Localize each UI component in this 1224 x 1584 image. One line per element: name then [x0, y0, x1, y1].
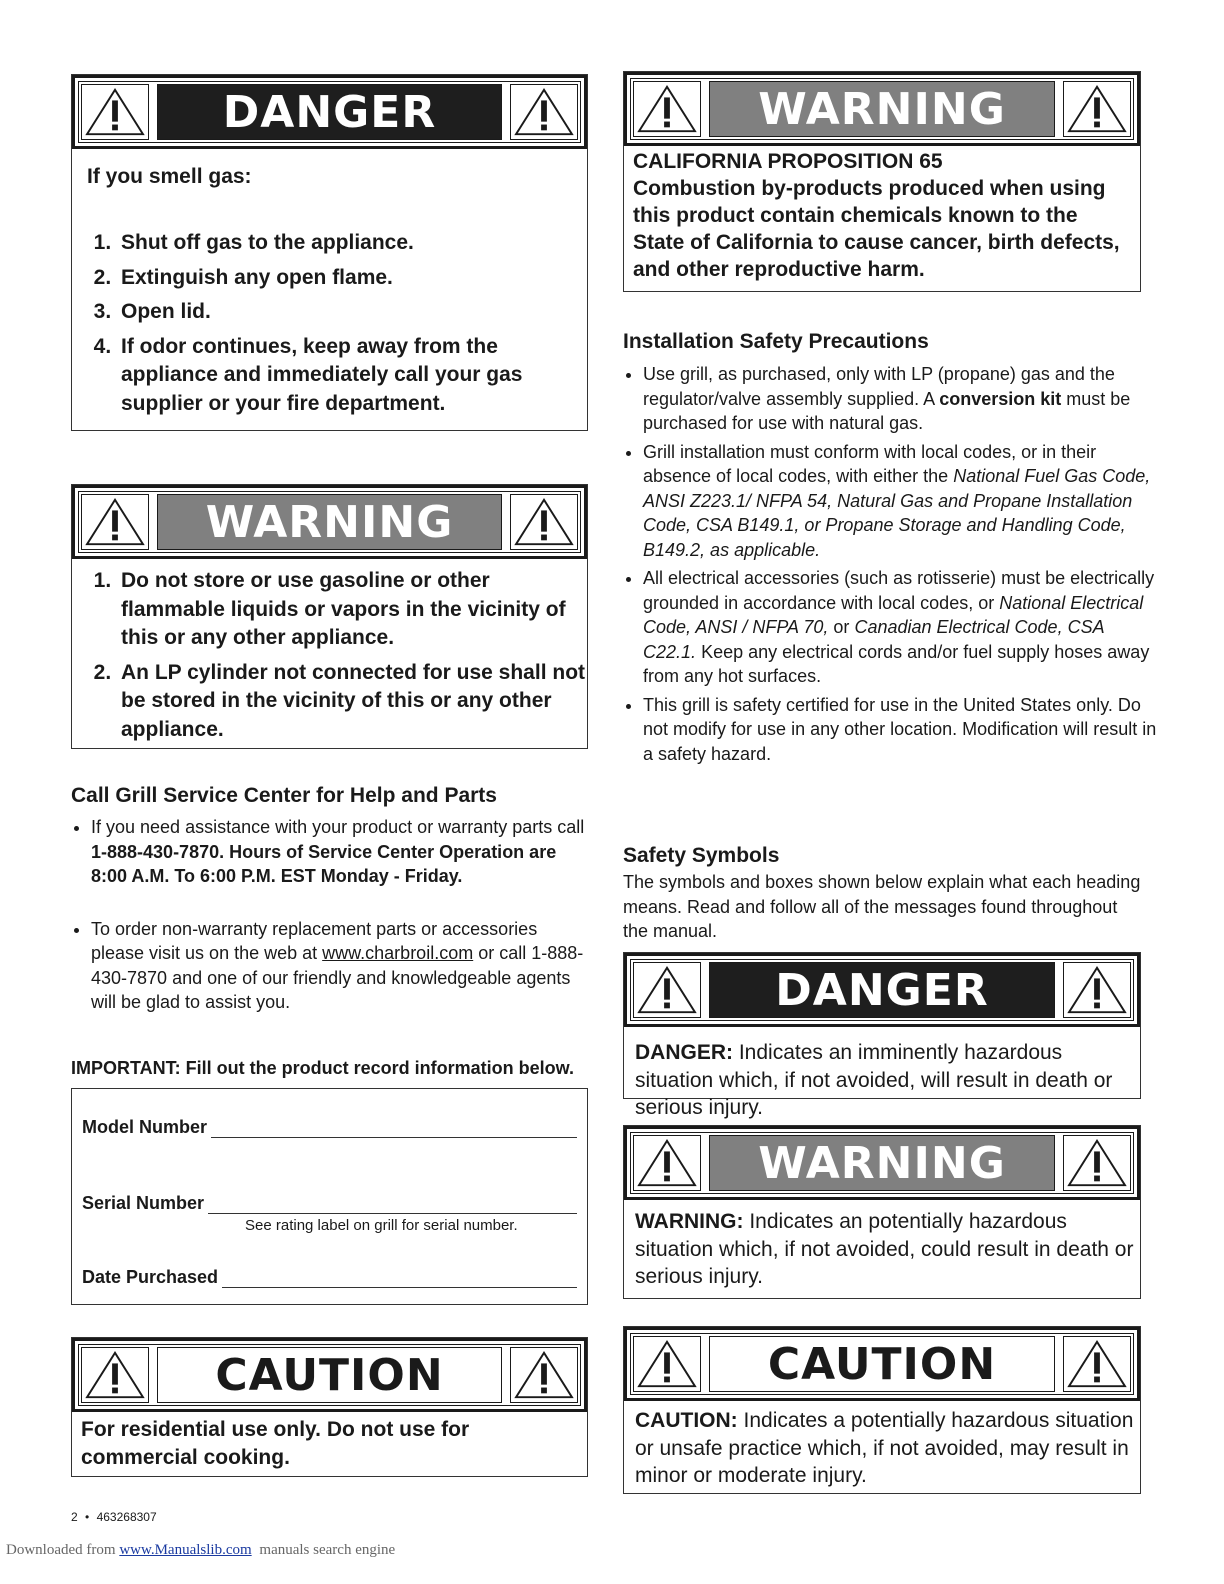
install-text: must be purchased for use with natural gas. — [643, 388, 1131, 433]
list-item — [643, 566, 1158, 689]
date-purchased-field[interactable] — [222, 1267, 577, 1288]
prop65-warning-box — [623, 71, 1141, 292]
page-num: 2 — [71, 1510, 78, 1524]
signal-word: CAUTION — [709, 1336, 1055, 1392]
install-codes: Canadian Electrical Code, CSA C22.1. — [643, 617, 1104, 662]
symbols-intro: The symbols and boxes shown below explain what each heading means. Read and follow all of the messages found throughout the manual. — [623, 872, 1141, 941]
signal-word: CAUTION — [157, 1347, 502, 1403]
caution-definition — [635, 1407, 1135, 1490]
warning-triangle-icon — [1063, 1336, 1131, 1392]
warning-banner — [624, 1126, 1140, 1200]
danger-box — [71, 74, 588, 431]
install-text: Grill installation must conform with local codes, or in their absence of local codes, with either the — [643, 441, 1097, 486]
prop65-title: CALIFORNIA PROPOSITION 65 — [633, 150, 943, 173]
definition-label: DANGER: — [635, 1041, 733, 1064]
definition-text: Indicates an potentially hazardous situation which, if not avoided, could result in death or serious injury. — [635, 1210, 1134, 1288]
service-heading: Call Grill Service Center for Help and Parts — [71, 784, 497, 807]
downloaded-from: Downloaded from — [6, 1542, 116, 1558]
parts-text: To order non-warranty replacement parts or accessories please visit us on the web at — [91, 918, 538, 963]
service-hours: 1-888-430-7870. Hours of Service Center Operation are 8:00 A.M. To 6:00 P.M. EST Monday - Friday. — [91, 841, 557, 886]
serial-note: See rating label on grill for serial number. — [245, 1217, 518, 1234]
list-item — [643, 440, 1158, 563]
warning-triangle-icon — [81, 1347, 149, 1403]
important-note: IMPORTANT: Fill out the product record information below. — [71, 1058, 574, 1078]
warning-triangle-icon — [633, 1336, 701, 1392]
install-text: Keep any electrical cords and/or fuel supply hoses away from any hot surfaces. — [643, 641, 1150, 686]
service-text: If you need assistance with your product or warranty parts call — [91, 817, 585, 837]
warning-triangle-icon — [1063, 81, 1131, 137]
warning-triangle-icon — [510, 1347, 578, 1403]
danger-banner — [72, 75, 587, 149]
definition-text: Indicates an imminently hazardous situation which, if not avoided, will result in death or serious injury. — [635, 1041, 1113, 1119]
date-purchased-row — [82, 1267, 577, 1288]
warning-triangle-icon — [633, 962, 701, 1018]
signal-word: DANGER — [157, 84, 502, 140]
warning-triangle-icon — [1063, 1135, 1131, 1191]
model-number-row — [82, 1117, 577, 1138]
service-list — [71, 815, 591, 1019]
caution-definition-box — [623, 1326, 1141, 1494]
signal-word: WARNING — [157, 494, 502, 550]
danger-intro: If you smell gas: — [87, 165, 252, 188]
definition-label: WARNING: — [635, 1210, 744, 1233]
list-item — [91, 815, 591, 889]
list-item: 1. Do not store or use gasoline or other flammable liquids or vapors in the vicinity of this or any other appliance. — [117, 567, 587, 653]
list-item — [643, 362, 1158, 436]
signal-word: DANGER — [709, 962, 1055, 1018]
list-item: 4. If odor continues, keep away from the appliance and immediately call your gas supplier or your fire department. — [117, 333, 577, 419]
caution-box — [71, 1337, 588, 1477]
warning-triangle-icon — [633, 81, 701, 137]
warning-banner — [624, 72, 1140, 146]
model-number-label: Model Number — [82, 1117, 208, 1137]
caution-text: For residential use only. Do not use for commercial cooking. — [81, 1418, 470, 1469]
danger-banner — [624, 953, 1140, 1027]
list-item: 2. Extinguish any open flame. — [117, 264, 577, 293]
install-heading: Installation Safety Precautions — [623, 330, 929, 353]
install-text: Use grill, as purchased, only with LP (propane) gas and the regulator/valve assembly supplied. A — [643, 364, 1115, 409]
download-footer — [6, 1542, 395, 1559]
date-purchased-label: Date Purchased — [82, 1267, 219, 1287]
prop65-text: Combustion by-products produced when using this product contain chemicals known to the State of California to cause cancer, birth defects, and other reproductive harm. — [633, 177, 1120, 281]
install-bold: conversion kit — [939, 388, 1062, 409]
warning-steps — [87, 567, 587, 750]
page-number — [71, 1510, 157, 1524]
manualslib-link[interactable]: www.Manualslib.com — [119, 1542, 252, 1558]
doc-number: 463268307 — [96, 1510, 157, 1524]
separator: • — [85, 1510, 90, 1524]
install-list — [623, 362, 1158, 770]
serial-number-row — [82, 1193, 577, 1214]
install-codes: National Fuel Gas Code, ANSI Z223.1/ NFPA 54, Natural Gas and Propane Installation Code, CSA B149.1, or Propane Storage and Handling Code, B149.2, as applicable. — [643, 466, 1151, 560]
list-item: 1. Shut off gas to the appliance. — [117, 229, 577, 258]
install-text: All electrical accessories (such as rotisserie) must be electrically grounded in accordance with local codes, or — [643, 568, 1155, 613]
list-item: • This grill is safety certified for use in the United States only. Do not modify for use in any other location. Modification will result in a safety hazard. — [643, 693, 1158, 767]
warning-definition — [635, 1208, 1135, 1291]
warning-triangle-icon — [510, 84, 578, 140]
danger-definition — [635, 1039, 1135, 1122]
list-item — [91, 917, 591, 1015]
danger-steps — [87, 229, 577, 424]
install-codes: National Electrical Code, ANSI / NFPA 70, — [643, 592, 1144, 637]
search-engine-text: manuals search engine — [259, 1542, 396, 1558]
definition-text: Indicates a potentially hazardous situation or unsafe practice which, if not avoided, may result in minor or moderate injury. — [635, 1409, 1134, 1487]
serial-number-field[interactable] — [208, 1193, 577, 1214]
charbroil-link[interactable]: www.charbroil.com — [322, 943, 474, 963]
danger-definition-box — [623, 952, 1141, 1119]
symbols-heading: Safety Symbols — [623, 844, 780, 867]
product-record-box — [71, 1088, 588, 1305]
warning-triangle-icon — [81, 84, 149, 140]
signal-word: WARNING — [709, 81, 1055, 137]
warning-box — [71, 484, 588, 749]
serial-number-label: Serial Number — [82, 1193, 205, 1213]
signal-word: WARNING — [709, 1135, 1055, 1191]
caution-banner — [624, 1327, 1140, 1401]
model-number-field[interactable] — [211, 1117, 577, 1138]
warning-triangle-icon — [81, 494, 149, 550]
warning-triangle-icon — [633, 1135, 701, 1191]
warning-triangle-icon — [510, 494, 578, 550]
warning-triangle-icon — [1063, 962, 1131, 1018]
warning-definition-box — [623, 1125, 1141, 1299]
list-item: 3. Open lid. — [117, 298, 577, 327]
definition-label: CAUTION: — [635, 1409, 738, 1432]
list-item: 2. An LP cylinder not connected for use shall not be stored in the vicinity of this or any other appliance. — [117, 659, 587, 745]
parts-text-or: or call — [478, 943, 527, 963]
warning-banner — [72, 485, 587, 559]
parts-phone-text: 1-888-430-7870 and one of our friendly and knowledgeable agents will be glad to assist you. — [91, 943, 584, 1012]
caution-banner — [72, 1338, 587, 1412]
install-text: or — [833, 617, 850, 637]
